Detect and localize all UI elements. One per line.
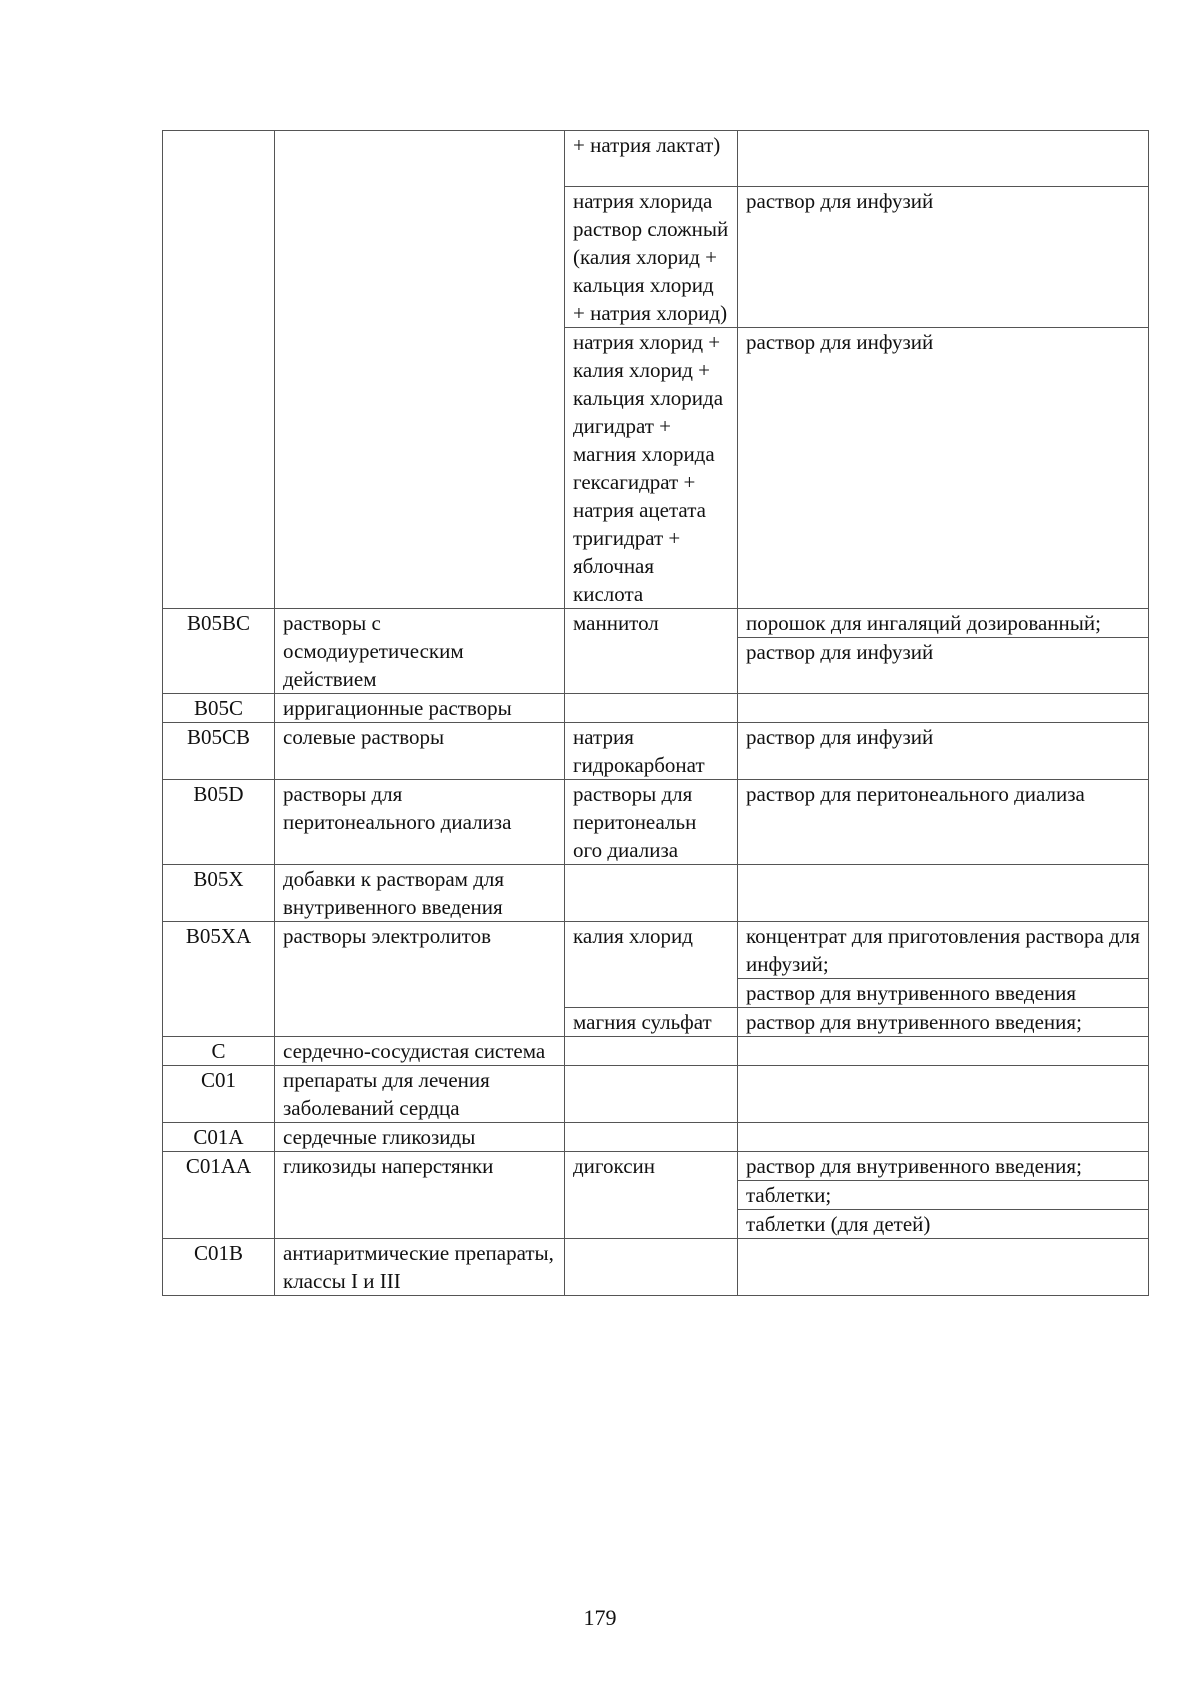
atc-code-cell: B05BC (163, 609, 275, 694)
atc-code-cell: C01 (163, 1066, 275, 1123)
table-row (163, 780, 1149, 865)
drug-name-cell: натрия хлорида раствор сложный (калия хлорид + кальция хлорид + натрия хлорид) (565, 187, 738, 328)
drug-name-cell: натрия хлорид + калия хлорид + кальция хлорида дигидрат + магния хлорида гексагидрат + натрия ацетата тригидрат + яблочная кислота (565, 328, 738, 609)
atc-code-cell: C01AA (163, 1152, 275, 1239)
atc-code-cell: B05D (163, 780, 275, 865)
dosage-form-line: таблетки (для детей) (738, 1209, 1148, 1238)
group-name-cell: растворы для перитонеального диализа (275, 780, 565, 865)
atc-code-cell: C01B (163, 1239, 275, 1296)
group-name-cell: солевые растворы (275, 723, 565, 780)
dosage-form-line: концентрат для приготовления раствора для инфузий; (746, 924, 1140, 976)
atc-code-cell (163, 131, 275, 609)
atc-code-cell: C (163, 1037, 275, 1066)
group-name-cell: гликозиды наперстянки (275, 1152, 565, 1239)
dosage-form-cell (738, 1066, 1149, 1123)
drug-name-cell (565, 694, 738, 723)
atc-code-cell: B05C (163, 694, 275, 723)
dosage-form-cell: раствор для перитонеального диализа (738, 780, 1149, 865)
group-name-cell: растворы с осмодиуретическим действием (275, 609, 565, 694)
dosage-form-line: порошок для ингаляций дозированный; (746, 611, 1101, 635)
dosage-form-cell: раствор для инфузий (738, 328, 1149, 609)
dosage-form-line: раствор для инфузий (738, 637, 1148, 666)
table-row (163, 922, 1149, 1008)
dosage-form-cell (738, 1152, 1149, 1239)
dosage-form-cell (738, 1123, 1149, 1152)
drug-name-cell (565, 1066, 738, 1123)
dosage-form-cell (738, 922, 1149, 1008)
table-row (163, 1239, 1149, 1296)
drug-name-cell: натрия гидрокарбонат (565, 723, 738, 780)
group-name-cell: препараты для лечения заболеваний сердца (275, 1066, 565, 1123)
group-name-cell: добавки к растворам для внутривенного введения (275, 865, 565, 922)
group-name-cell: сердечно-сосудистая система (275, 1037, 565, 1066)
atc-code-cell: C01A (163, 1123, 275, 1152)
drug-name-cell: растворы для перитонеальн ого диализа (565, 780, 738, 865)
dosage-form-line: раствор для внутривенного введения; (746, 1154, 1082, 1178)
atc-code-cell: B05CB (163, 723, 275, 780)
drug-classification-table (162, 130, 1149, 1296)
drug-name-cell (565, 1037, 738, 1066)
dosage-form-cell (738, 131, 1149, 187)
page-number: 179 (583, 1605, 617, 1630)
group-name-cell: ирригационные растворы (275, 694, 565, 723)
dosage-form-cell: раствор для внутривенного введения; (738, 1008, 1149, 1037)
table-row (163, 1037, 1149, 1066)
drug-name-cell (565, 865, 738, 922)
table-row (163, 1066, 1149, 1123)
dosage-form-line: таблетки; (738, 1180, 1148, 1209)
dosage-form-line: раствор для внутривенного введения (738, 978, 1148, 1007)
group-name-cell (275, 131, 565, 609)
group-name-cell: растворы электролитов (275, 922, 565, 1037)
group-name-cell: сердечные гликозиды (275, 1123, 565, 1152)
drug-name-cell (565, 1239, 738, 1296)
dosage-form-cell (738, 694, 1149, 723)
drug-name-cell: магния сульфат (565, 1008, 738, 1037)
drug-name-cell (565, 1123, 738, 1152)
table-row (163, 609, 1149, 694)
drug-name-cell: + натрия лактат) (565, 131, 738, 187)
group-name-cell: антиаритмические препараты, классы I и III (275, 1239, 565, 1296)
dosage-form-cell (738, 1239, 1149, 1296)
atc-code-cell: B05X (163, 865, 275, 922)
dosage-form-cell: раствор для инфузий (738, 187, 1149, 328)
drug-name-cell: маннитол (565, 609, 738, 694)
table-row (163, 1152, 1149, 1239)
dosage-form-cell (738, 865, 1149, 922)
table-row (163, 1123, 1149, 1152)
dosage-form-cell (738, 1037, 1149, 1066)
drug-name-cell: калия хлорид (565, 922, 738, 1008)
drug-name-cell: дигоксин (565, 1152, 738, 1239)
table-row (163, 131, 1149, 187)
dosage-form-cell: раствор для инфузий (738, 723, 1149, 780)
table-row (163, 865, 1149, 922)
dosage-form-cell (738, 609, 1149, 694)
table-row (163, 694, 1149, 723)
atc-code-cell: B05XA (163, 922, 275, 1037)
table-row (163, 723, 1149, 780)
